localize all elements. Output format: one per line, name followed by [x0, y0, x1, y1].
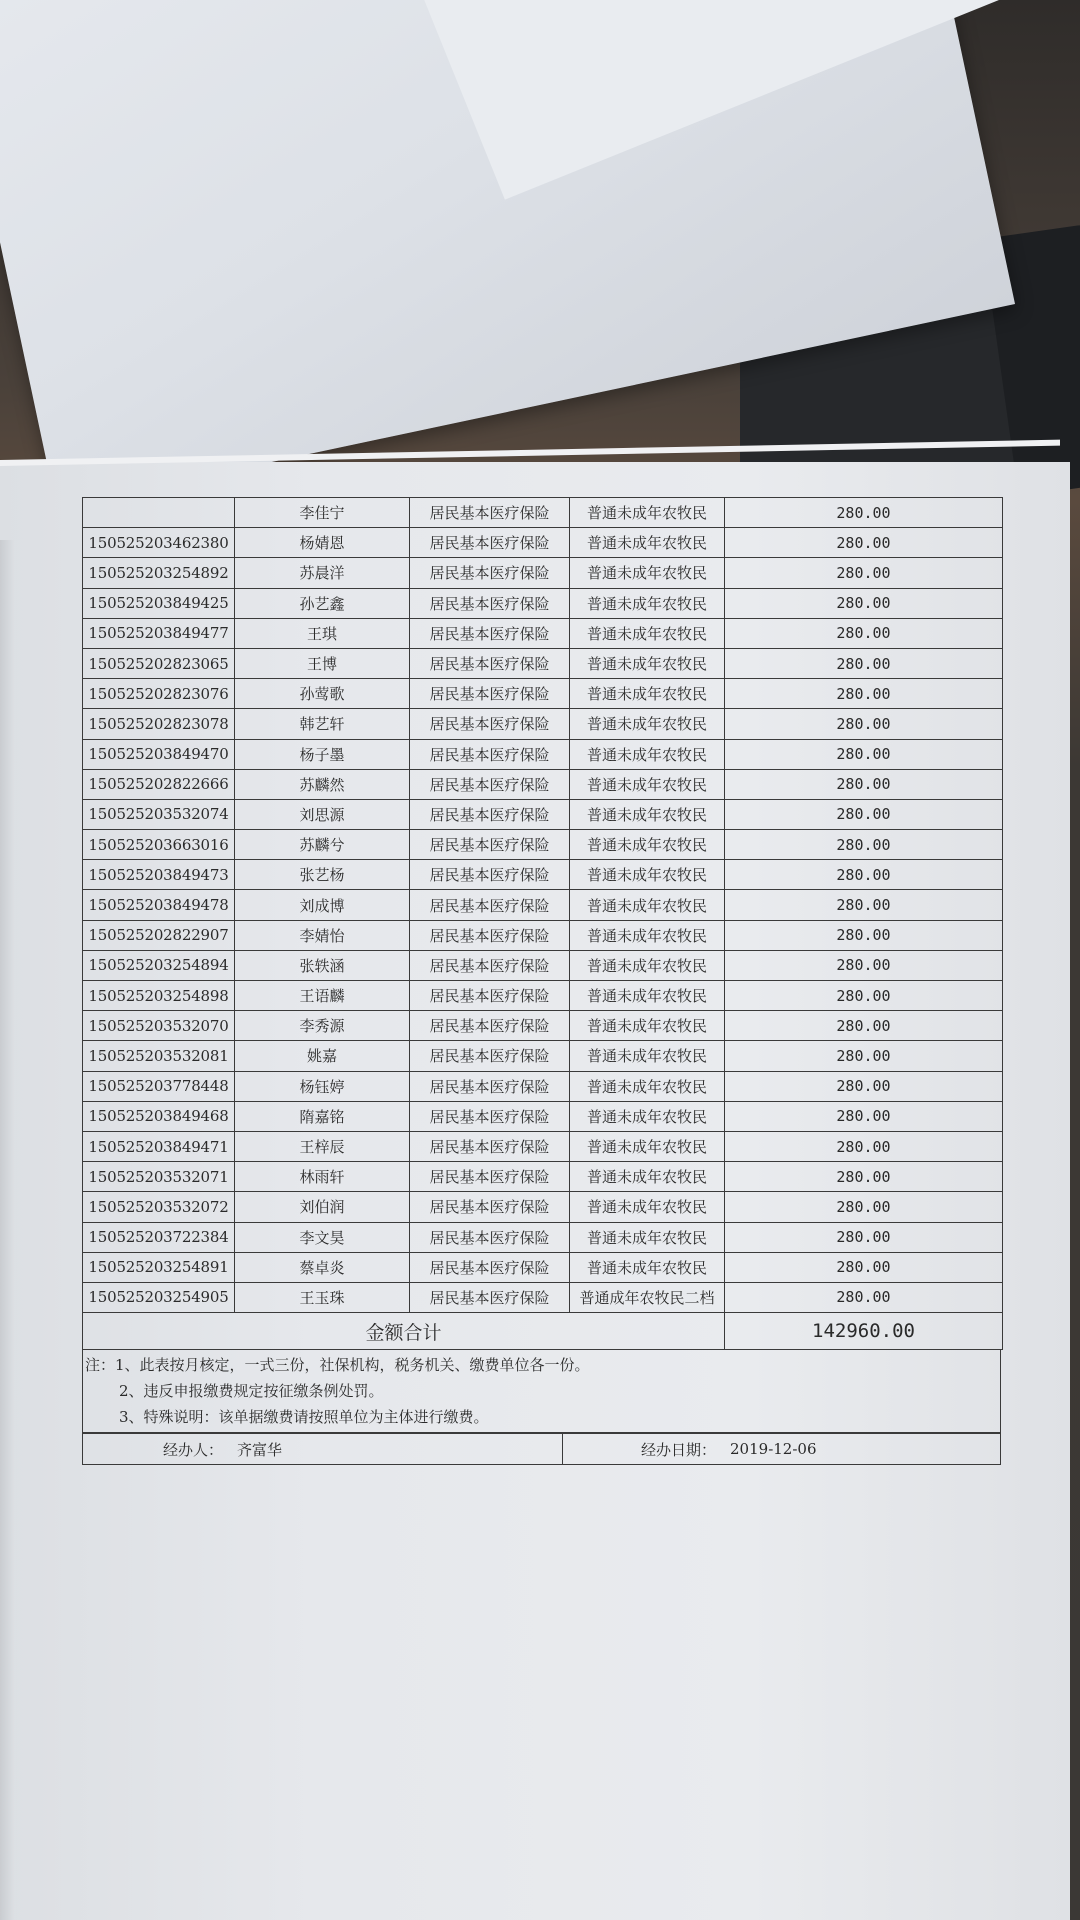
date-cell [563, 1439, 1000, 1460]
id-cell: 150525203849478 [83, 890, 235, 920]
category-cell: 普通未成年农牧民 [570, 1162, 725, 1192]
table-row [83, 648, 1003, 678]
name-cell: 苏晨洋 [235, 558, 410, 588]
amount-cell: 280.00 [725, 1131, 1003, 1161]
insurance-cell: 居民基本医疗保险 [410, 558, 570, 588]
name-cell: 韩艺轩 [235, 709, 410, 739]
insurance-cell: 居民基本医疗保险 [410, 679, 570, 709]
id-cell: 150525203462380 [83, 528, 235, 558]
insurance-cell: 居民基本医疗保险 [410, 860, 570, 890]
handler-label: 经办人： [163, 1440, 224, 1459]
table-row [83, 830, 1003, 860]
name-cell: 王玉珠 [235, 1282, 410, 1312]
insurance-cell: 居民基本医疗保险 [410, 1282, 570, 1312]
name-cell: 王琪 [235, 618, 410, 648]
table-row [83, 558, 1003, 588]
amount-cell: 280.00 [725, 1252, 1003, 1282]
amount-cell: 280.00 [725, 528, 1003, 558]
id-cell: 150525203722384 [83, 1222, 235, 1252]
table-row [83, 498, 1003, 528]
category-cell: 普通未成年农牧民 [570, 860, 725, 890]
name-cell: 刘成博 [235, 890, 410, 920]
id-cell: 150525203532081 [83, 1041, 235, 1071]
id-cell: 150525203532071 [83, 1162, 235, 1192]
insurance-cell: 居民基本医疗保险 [410, 950, 570, 980]
insurance-cell: 居民基本医疗保险 [410, 920, 570, 950]
table-row [83, 1162, 1003, 1192]
insurance-cell: 居民基本医疗保险 [410, 1041, 570, 1071]
name-cell: 李婧怡 [235, 920, 410, 950]
amount-cell: 280.00 [725, 981, 1003, 1011]
table-row [83, 1282, 1003, 1312]
table-row [83, 1101, 1003, 1131]
category-cell: 普通未成年农牧民 [570, 558, 725, 588]
id-cell: 150525203849473 [83, 860, 235, 890]
category-cell: 普通未成年农牧民 [570, 1101, 725, 1131]
payment-ledger [82, 497, 1002, 1465]
id-cell: 150525202822907 [83, 920, 235, 950]
amount-cell: 280.00 [725, 860, 1003, 890]
category-cell: 普通未成年农牧民 [570, 709, 725, 739]
category-cell: 普通未成年农牧民 [570, 920, 725, 950]
amount-cell: 280.00 [725, 1282, 1003, 1312]
name-cell: 姚嘉 [235, 1041, 410, 1071]
name-cell: 张艺杨 [235, 860, 410, 890]
note-1: 注：1、此表按月核定，一式三份，社保机构，税务机关、缴费单位各一份。 [85, 1356, 590, 1375]
amount-cell: 280.00 [725, 799, 1003, 829]
name-cell: 王语麟 [235, 981, 410, 1011]
name-cell: 张轶涵 [235, 950, 410, 980]
table-row [83, 890, 1003, 920]
category-cell: 普通未成年农牧民 [570, 498, 725, 528]
category-cell: 普通未成年农牧民 [570, 830, 725, 860]
table-row [83, 1041, 1003, 1071]
insurance-cell: 居民基本医疗保险 [410, 1162, 570, 1192]
insurance-cell: 居民基本医疗保险 [410, 1192, 570, 1222]
table-row [83, 860, 1003, 890]
name-cell: 林雨轩 [235, 1162, 410, 1192]
notes-section [82, 1350, 1001, 1433]
insurance-cell: 居民基本医疗保险 [410, 830, 570, 860]
ledger-table [82, 497, 1003, 1350]
amount-cell: 280.00 [725, 1011, 1003, 1041]
name-cell: 孙艺鑫 [235, 588, 410, 618]
handler-cell [83, 1434, 563, 1464]
amount-cell: 280.00 [725, 890, 1003, 920]
id-cell: 150525203532072 [83, 1192, 235, 1222]
insurance-cell: 居民基本医疗保险 [410, 1252, 570, 1282]
category-cell: 普通未成年农牧民 [570, 1192, 725, 1222]
date-label: 经办日期： [641, 1440, 717, 1459]
ledger-body [83, 498, 1003, 1313]
signature-row [82, 1433, 1001, 1465]
id-cell: 150525203849477 [83, 618, 235, 648]
amount-cell: 280.00 [725, 648, 1003, 678]
id-cell [83, 498, 235, 528]
insurance-cell: 居民基本医疗保险 [410, 890, 570, 920]
insurance-cell: 居民基本医疗保险 [410, 1101, 570, 1131]
name-cell: 王博 [235, 648, 410, 678]
amount-cell: 280.00 [725, 679, 1003, 709]
category-cell: 普通未成年农牧民 [570, 739, 725, 769]
table-row [83, 1131, 1003, 1161]
amount-cell: 280.00 [725, 1162, 1003, 1192]
total-amount: 142960.00 [725, 1313, 1003, 1350]
id-cell: 150525202823076 [83, 679, 235, 709]
insurance-cell: 居民基本医疗保险 [410, 739, 570, 769]
table-row [83, 588, 1003, 618]
table-row [83, 618, 1003, 648]
amount-cell: 280.00 [725, 920, 1003, 950]
date-value: 2019-12-06 [730, 1440, 817, 1459]
table-row [83, 1071, 1003, 1101]
table-row [83, 981, 1003, 1011]
insurance-cell: 居民基本医疗保险 [410, 528, 570, 558]
id-cell: 150525202823078 [83, 709, 235, 739]
name-cell: 孙莺歌 [235, 679, 410, 709]
insurance-cell: 居民基本医疗保险 [410, 1011, 570, 1041]
amount-cell: 280.00 [725, 830, 1003, 860]
insurance-cell: 居民基本医疗保险 [410, 799, 570, 829]
category-cell: 普通未成年农牧民 [570, 1222, 725, 1252]
id-cell: 150525203849425 [83, 588, 235, 618]
category-cell: 普通未成年农牧民 [570, 1252, 725, 1282]
id-cell: 150525202823065 [83, 648, 235, 678]
id-cell: 150525203254892 [83, 558, 235, 588]
category-cell: 普通未成年农牧民 [570, 1071, 725, 1101]
category-cell: 普通未成年农牧民 [570, 679, 725, 709]
table-row [83, 709, 1003, 739]
name-cell: 李佳宁 [235, 498, 410, 528]
name-cell: 刘思源 [235, 799, 410, 829]
table-row [83, 528, 1003, 558]
category-cell: 普通未成年农牧民 [570, 950, 725, 980]
name-cell: 李文昊 [235, 1222, 410, 1252]
insurance-cell: 居民基本医疗保险 [410, 498, 570, 528]
category-cell: 普通未成年农牧民 [570, 618, 725, 648]
category-cell: 普通未成年农牧民 [570, 1131, 725, 1161]
category-cell: 普通未成年农牧民 [570, 588, 725, 618]
id-cell: 150525203849470 [83, 739, 235, 769]
note-2: 2、违反申报缴费规定按征缴条例处罚。 [119, 1382, 384, 1401]
table-row [83, 799, 1003, 829]
amount-cell: 280.00 [725, 950, 1003, 980]
id-cell: 150525203778448 [83, 1071, 235, 1101]
category-cell: 普通未成年农牧民 [570, 981, 725, 1011]
table-row [83, 1011, 1003, 1041]
name-cell: 蔡卓炎 [235, 1252, 410, 1282]
amount-cell: 280.00 [725, 1222, 1003, 1252]
id-cell: 150525203254894 [83, 950, 235, 980]
category-cell: 普通未成年农牧民 [570, 528, 725, 558]
id-cell: 150525203849468 [83, 1101, 235, 1131]
category-cell: 普通未成年农牧民 [570, 799, 725, 829]
insurance-cell: 居民基本医疗保险 [410, 1071, 570, 1101]
category-cell: 普通未成年农牧民 [570, 1041, 725, 1071]
id-cell: 150525203849471 [83, 1131, 235, 1161]
amount-cell: 280.00 [725, 1101, 1003, 1131]
id-cell: 150525203254905 [83, 1282, 235, 1312]
insurance-cell: 居民基本医疗保险 [410, 709, 570, 739]
insurance-cell: 居民基本医疗保险 [410, 618, 570, 648]
table-row [83, 1192, 1003, 1222]
table-row [83, 679, 1003, 709]
note-3: 3、特殊说明：该单据缴费请按照单位为主体进行缴费。 [119, 1408, 489, 1427]
id-cell: 150525202822666 [83, 769, 235, 799]
insurance-cell: 居民基本医疗保险 [410, 588, 570, 618]
handler-name: 齐富华 [237, 1440, 283, 1459]
id-cell: 150525203663016 [83, 830, 235, 860]
id-cell: 150525203532074 [83, 799, 235, 829]
category-cell: 普通未成年农牧民 [570, 890, 725, 920]
amount-cell: 280.00 [725, 1041, 1003, 1071]
insurance-cell: 居民基本医疗保险 [410, 769, 570, 799]
category-cell: 普通成年农牧民二档 [570, 1282, 725, 1312]
name-cell: 刘伯润 [235, 1192, 410, 1222]
amount-cell: 280.00 [725, 618, 1003, 648]
name-cell: 王梓辰 [235, 1131, 410, 1161]
insurance-cell: 居民基本医疗保险 [410, 981, 570, 1011]
amount-cell: 280.00 [725, 1192, 1003, 1222]
amount-cell: 280.00 [725, 588, 1003, 618]
name-cell: 杨钰婷 [235, 1071, 410, 1101]
name-cell: 隋嘉铭 [235, 1101, 410, 1131]
amount-cell: 280.00 [725, 739, 1003, 769]
total-row [83, 1313, 1003, 1350]
table-row [83, 769, 1003, 799]
page-shadow [0, 540, 14, 1920]
amount-cell: 280.00 [725, 1071, 1003, 1101]
table-row [83, 920, 1003, 950]
name-cell: 杨婧恩 [235, 528, 410, 558]
amount-cell: 280.00 [725, 769, 1003, 799]
name-cell: 苏麟兮 [235, 830, 410, 860]
insurance-cell: 居民基本医疗保险 [410, 648, 570, 678]
amount-cell: 280.00 [725, 498, 1003, 528]
total-label: 金额合计 [83, 1313, 725, 1350]
id-cell: 150525203254898 [83, 981, 235, 1011]
insurance-cell: 居民基本医疗保险 [410, 1222, 570, 1252]
category-cell: 普通未成年农牧民 [570, 769, 725, 799]
id-cell: 150525203254891 [83, 1252, 235, 1282]
amount-cell: 280.00 [725, 709, 1003, 739]
table-row [83, 1222, 1003, 1252]
name-cell: 李秀源 [235, 1011, 410, 1041]
amount-cell: 280.00 [725, 558, 1003, 588]
name-cell: 苏麟然 [235, 769, 410, 799]
id-cell: 150525203532070 [83, 1011, 235, 1041]
name-cell: 杨子墨 [235, 739, 410, 769]
table-row [83, 950, 1003, 980]
category-cell: 普通未成年农牧民 [570, 648, 725, 678]
table-row [83, 1252, 1003, 1282]
table-row [83, 739, 1003, 769]
category-cell: 普通未成年农牧民 [570, 1011, 725, 1041]
insurance-cell: 居民基本医疗保险 [410, 1131, 570, 1161]
